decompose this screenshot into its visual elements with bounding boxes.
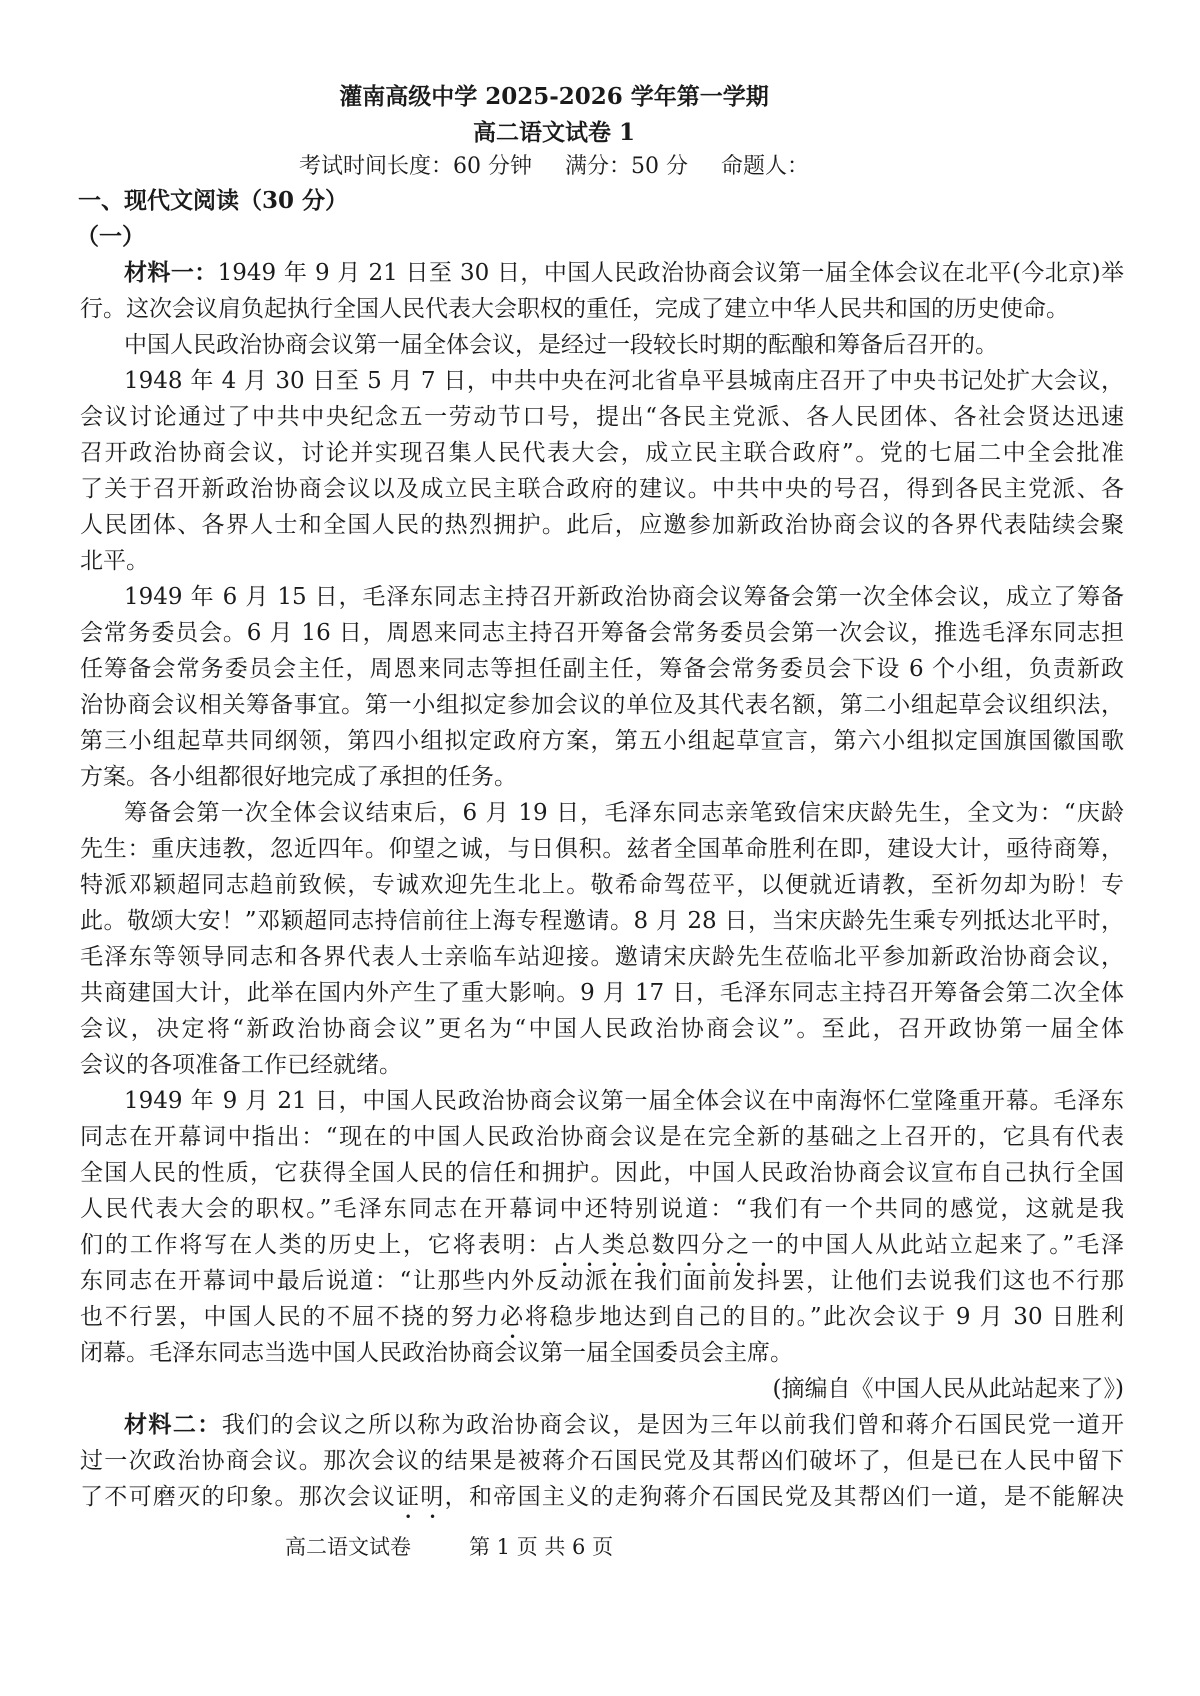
paragraph	[80, 1407, 1124, 1515]
text-line: 先生：重庆违教，忽近四年。仰望之诚，与日俱积。兹者全国革命胜利在即，建设大计，亟待商筹，	[80, 836, 1124, 862]
exam-duration: 考试时间长度：60 分钟	[298, 154, 532, 179]
exam-subtitle: 高二语文试卷 1	[472, 119, 635, 146]
text-line: 治协商会议相关筹备事宜。第一小组拟定参加会议的单位及其代表名额，第二小组起草会议组织法，	[80, 692, 1124, 718]
emphasized-text: 证明	[396, 1484, 445, 1510]
text-line: 闭幕。毛泽东同志当选中国人民政治协商会议第一届全国委员会主席。	[80, 1340, 793, 1366]
paragraph	[80, 1083, 1124, 1371]
text-segment: 将稳步地达到自己的目的。”此次会议于 9 月 30 日胜利	[524, 1304, 1125, 1330]
text-segment: 我们的会议之所以称为政治协商会议，是因为三年以前我们曾和蒋介石国民党一道开	[221, 1412, 1125, 1438]
footer-paper-name: 高二语文试卷	[285, 1535, 411, 1559]
paragraph	[80, 327, 1124, 363]
text-segment: 的中国人从此站立起来了。”毛泽	[775, 1232, 1125, 1258]
text-line: 全国人民的性质，它获得全国人民的信任和拥护。因此，中国人民政治协商会议宣布自己执行全国	[80, 1160, 1124, 1186]
material-label: 材料一：	[124, 259, 218, 286]
text-line: 过一次政治协商会议。那次会议的结果是被蒋介石国民党及其帮凶们破坏了，但是已在人民中留下	[80, 1448, 1124, 1474]
text-line: 同志在开幕词中指出：“现在的中国人民政治协商会议是在完全新的基础之上召开的，它具有代表	[80, 1124, 1124, 1150]
material-label: 材料二：	[124, 1411, 222, 1438]
text-line: 1949 年 9 月 21 日，中国人民政治协商会议第一届全体会议在中南海怀仁堂隆重开幕。毛泽东	[124, 1088, 1124, 1114]
text-line: 召开政治协商会议，讨论并实现召集人民代表大会，成立民主联合政府”。党的七届二中全会批准	[80, 440, 1124, 466]
paragraph	[80, 795, 1124, 1083]
text-line	[80, 1479, 1124, 1515]
text-segment: 1949 年 9 月 21 日至 30 日，中国人民政治协商会议第一届全体会议在北平(今北京)举	[217, 260, 1125, 286]
text-line: 会常务委员会。6 月 16 日，周恩来同志主持召开筹备会常务委员会第一次会议，推选毛泽东同志担	[80, 620, 1124, 646]
paragraph	[80, 579, 1124, 795]
text-line: 行。这次会议肩负起执行全国人民代表大会职权的重任，完成了建立中华人民共和国的历史使命。	[80, 296, 1069, 322]
text-line: 东同志在开幕词中最后说道：“让那些内外反动派在我们面前发抖罢，让他们去说我们这也不行那	[80, 1268, 1124, 1294]
text-line: 会议，决定将“新政治协商会议”更名为“中国人民政治协商会议”。至此，召开政协第一届全体	[80, 1016, 1124, 1042]
text-line: 毛泽东等领导同志和各界代表人士亲临车站迎接。邀请宋庆龄先生莅临北平参加新政治协商会议，	[80, 944, 1124, 970]
section-heading: 一、现代文阅读（30 分）	[78, 187, 349, 214]
text-line: 筹备会第一次全体会议结束后，6 月 19 日，毛泽东同志亲笔致信宋庆龄先生，全文为：“庆龄	[124, 800, 1124, 826]
text-line: 任筹备会常务委员会主任，周恩来同志等担任副主任，筹备会常务委员会下设 6 个小组，负责新政	[80, 656, 1124, 682]
exam-author: 命题人：	[720, 154, 809, 179]
text-segment: 们的工作将写在人类的历史上，它将表明：	[80, 1232, 553, 1258]
text-line: 1949 年 6 月 15 日，毛泽东同志主持召开新政治协商会议筹备会第一次全体会议，成立了筹备	[124, 584, 1124, 610]
text-line: 中国人民政治协商会议第一届全体会议，是经过一段较长时期的酝酿和筹备后召开的。	[124, 332, 998, 358]
text-line: 1948 年 4 月 30 日至 5 月 7 日，中共中央在河北省阜平县城南庄召开了中央书记处扩大会议，	[124, 368, 1124, 394]
page-footer	[285, 1529, 613, 1565]
paragraph	[80, 363, 1124, 579]
text-segment: ，和帝国主义的走狗蒋介石国民党及其帮凶们一道，是不能解决	[444, 1484, 1125, 1510]
text-line: 人民团体、各界人士和全国人民的热烈拥护。此后，应邀参加新政治协商会议的各界代表陆续会聚	[80, 512, 1124, 538]
text-line	[80, 1227, 1124, 1263]
text-line: 了关于召开新政治协商会议以及成立民主联合政府的建议。中共中央的号召，得到各民主党派、各	[80, 476, 1124, 502]
text-segment: 了不可磨灭的印象。那次会议	[80, 1484, 397, 1510]
text-line: 人民代表大会的职权。”毛泽东同志在开幕词中还特别说道：“我们有一个共同的感觉，这就是我	[80, 1196, 1124, 1222]
text-line	[80, 1299, 1124, 1335]
text-line: 北平。	[80, 548, 149, 574]
paragraph	[80, 255, 1124, 327]
text-line: 第三小组起草共同纲领，第四小组拟定政府方案，第五小组起草宣言，第六小组拟定国旗国徽国歌	[80, 728, 1124, 754]
exam-info	[0, 151, 1108, 183]
source-citation: (摘编自《中国人民从此站起来了》)	[772, 1376, 1124, 1402]
text-line: 会议的各项准备工作已经就绪。	[80, 1052, 402, 1078]
emphasized-text: 必	[500, 1304, 525, 1330]
part-number: （一）	[76, 223, 145, 250]
emphasized-text: 占人类总数四分之一	[552, 1232, 776, 1258]
text-line: 共商建国大计，此举在国内外产生了重大影响。9 月 17 日，毛泽东同志主持召开筹备会第二次全体	[80, 980, 1124, 1006]
text-segment: 也不行罢，中国人民的不屈不挠的努力	[80, 1304, 501, 1330]
text-line: 此。敬颂大安！”邓颖超同志持信前往上海专程邀请。8 月 28 日，当宋庆龄先生乘专列抵达北平时，	[80, 908, 1124, 934]
exam-header	[0, 79, 1108, 183]
exam-title: 灌南高级中学 2025-2026 学年第一学期	[339, 83, 769, 110]
exam-body	[76, 183, 1125, 1515]
footer-page-indicator: 第 1 页 共 6 页	[469, 1535, 614, 1559]
exam-full-score: 满分：50 分	[564, 154, 688, 179]
text-line: 会议讨论通过了中共中央纪念五一劳动节口号，提出“各民主党派、各人民团体、各社会贤达迅速	[80, 404, 1124, 430]
text-line: 特派邓颖超同志趋前致候，专诚欢迎先生北上。敬希命驾莅平，以便就近请教，至祈勿却为盼！专	[80, 872, 1124, 898]
text-line: 方案。各小组都很好地完成了承担的任务。	[80, 764, 517, 790]
text-line	[80, 1407, 1124, 1443]
text-line	[80, 255, 1124, 291]
